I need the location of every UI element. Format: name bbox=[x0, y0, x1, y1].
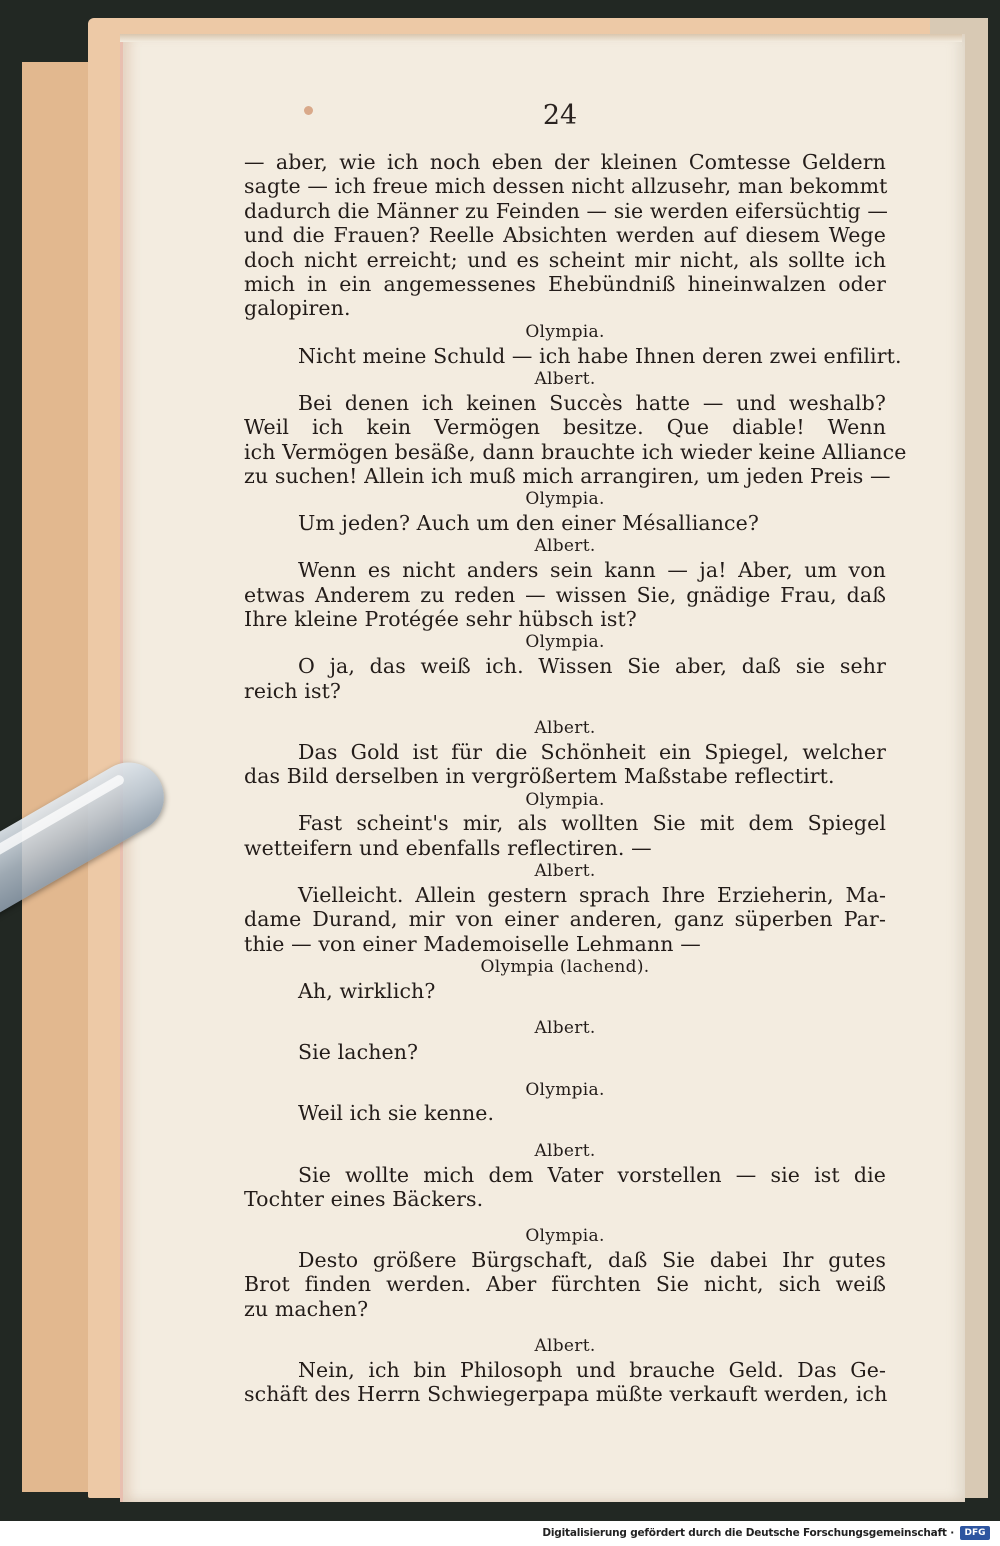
line-spacer bbox=[244, 1321, 886, 1335]
text-line: Tochter eines Bäckers. bbox=[244, 1186, 484, 1211]
text-line: dadurch die Männer zu Feinden — sie werden eifersüchtig — bbox=[244, 198, 888, 223]
text-line: — aber, wie ich noch eben der kleinen Comtesse Geldern bbox=[244, 150, 886, 174]
text-line: Bei denen ich keinen Succès hatte — und weshalb? bbox=[298, 390, 886, 415]
text-line: Desto größere Bürgschaft, daß Sie dabei Ihr gutes bbox=[298, 1248, 886, 1273]
text-line: etwas Anderem zu reden — wissen Sie, gnädige Frau, daß bbox=[244, 582, 886, 607]
speaker-label: Olympia. bbox=[525, 321, 605, 342]
page-top-edge bbox=[120, 34, 962, 42]
text-line: reich ist? bbox=[244, 678, 341, 703]
speaker-label: Albert. bbox=[534, 1336, 596, 1357]
text-line: O ja, das weiß ich. Wissen Sie aber, daß sie sehr bbox=[298, 654, 886, 679]
line-spacer bbox=[244, 1211, 886, 1225]
text-line: Vielleicht. Allein gestern sprach Ihre Erzieherin, Ma- bbox=[298, 882, 886, 907]
speaker-label: Albert. bbox=[534, 861, 596, 882]
speaker-label: Albert. bbox=[534, 368, 596, 389]
text-line: das Bild derselben in vergrößertem Maßstabe reflectirt. bbox=[244, 764, 835, 789]
line-spacer bbox=[244, 1065, 886, 1079]
text-line: und die Frauen? Reelle Absichten werden auf diesem Wege bbox=[244, 223, 886, 248]
speaker-label: Albert. bbox=[534, 1018, 596, 1039]
text-line: galopiren. bbox=[244, 296, 351, 321]
text-line: zu machen? bbox=[244, 1296, 369, 1321]
text-line: Um jeden? Auch um den einer Mésalliance? bbox=[298, 511, 759, 536]
speaker-label: Olympia (lachend). bbox=[480, 957, 650, 978]
text-line: Fast scheint's mir, als wollten Sie mit dem Spiegel bbox=[298, 811, 886, 836]
text-line: zu suchen! Allein ich muß mich arrangiren, um jeden Preis — bbox=[244, 463, 891, 488]
line-spacer bbox=[244, 1003, 886, 1017]
footer-bar bbox=[0, 1521, 1000, 1546]
speaker-label: Olympia. bbox=[525, 1226, 605, 1247]
text-line: doch nicht erreicht; und es scheint mir nicht, als sollte ich bbox=[244, 247, 886, 272]
text-line: Nein, ich bin Philosoph und brauche Geld. Das Ge- bbox=[298, 1358, 886, 1383]
speaker-label: Olympia. bbox=[525, 489, 605, 510]
text-line: ich Vermögen besäße, dann brauchte ich wieder keine Alliance bbox=[244, 439, 907, 464]
speaker-label: Olympia. bbox=[525, 632, 605, 653]
speaker-label: Olympia. bbox=[525, 789, 605, 810]
speaker-label: Albert. bbox=[534, 718, 596, 739]
line-spacer bbox=[244, 1126, 886, 1140]
dfg-logo-icon: DFG bbox=[960, 1526, 990, 1540]
speaker-label: Olympia. bbox=[525, 1079, 605, 1100]
text-line: schäft des Herrn Schwiegerpapa müßte verkauft werden, ich bbox=[244, 1382, 888, 1407]
text-line: thie — von einer Mademoiselle Lehmann — bbox=[244, 931, 701, 956]
footer-credit: Digitalisierung gefördert durch die Deutsche Forschungsgemeinschaft · bbox=[542, 1527, 954, 1539]
text-line: Sie wollte mich dem Vater vorstellen — sie ist die bbox=[298, 1162, 886, 1187]
speaker-label: Albert. bbox=[534, 1140, 596, 1161]
text-line: dame Durand, mir von einer anderen, ganz süperben Par- bbox=[244, 907, 886, 932]
line-spacer bbox=[244, 703, 886, 717]
speaker-label: Albert. bbox=[534, 536, 596, 557]
text-line: mich in ein angemessenes Ehebündniß hineinwalzen oder bbox=[244, 271, 886, 296]
text-line: Weil ich sie kenne. bbox=[298, 1101, 495, 1126]
page-text bbox=[244, 150, 907, 1407]
text-line: Sie lachen? bbox=[298, 1040, 419, 1065]
text-line: Ah, wirklich? bbox=[298, 978, 436, 1003]
text-line: wetteifern und ebenfalls reflectiren. — bbox=[244, 835, 652, 860]
text-line: Wenn es nicht anders sein kann — ja! Aber, um von bbox=[298, 558, 886, 583]
paper-spot bbox=[304, 106, 313, 115]
text-line: Ihre kleine Protégée sehr hübsch ist? bbox=[244, 607, 637, 632]
text-line: Brot finden werden. Aber fürchten Sie nicht, sich weiß bbox=[244, 1272, 886, 1297]
text-line: Weil ich kein Vermögen besitze. Que diable! Wenn bbox=[244, 415, 886, 440]
text-line: sagte — ich freue mich dessen nicht allzusehr, man bekommt bbox=[244, 174, 888, 199]
page-number: 24 bbox=[542, 100, 578, 131]
text-line: Nicht meine Schuld — ich habe Ihnen deren zwei enfilirt. bbox=[298, 343, 902, 368]
text-line: Das Gold ist für die Schönheit ein Spiegel, welcher bbox=[298, 739, 886, 764]
